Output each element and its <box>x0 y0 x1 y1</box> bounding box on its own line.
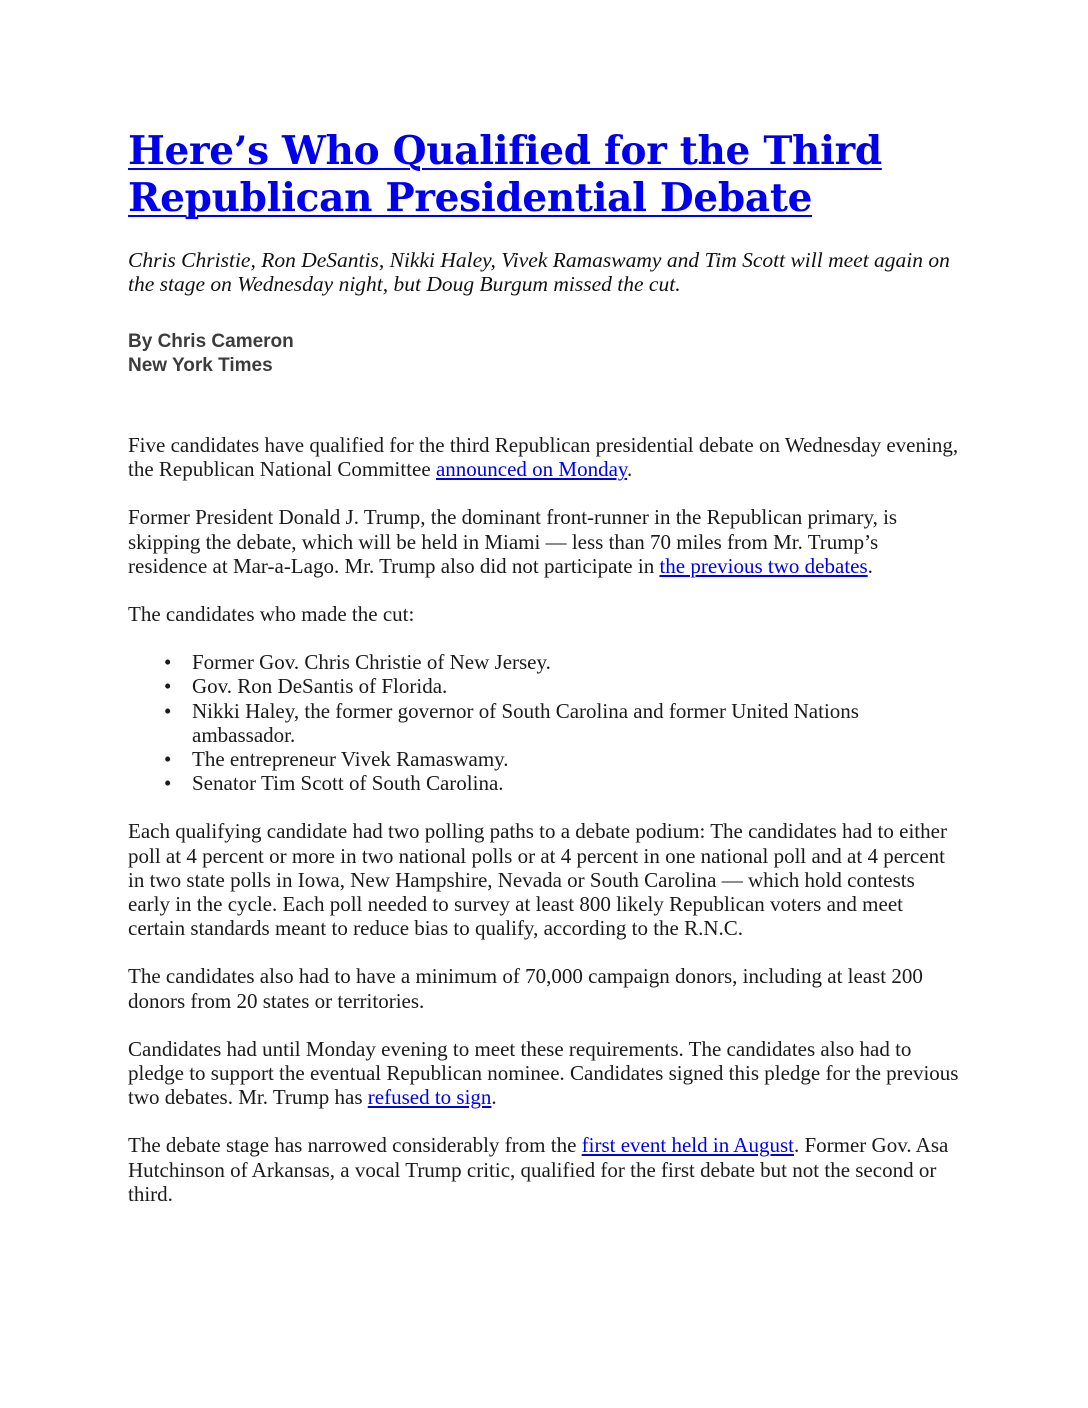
paragraph-2-text: Former President Donald J. Trump, the dominant front-runner in the Republican primary, is skipping the debate, which will be held in Miami — less than 70 miles from Mr. Trump’s residence at Mar-a-Lago. Mr. Trump also did not participate in <box>128 505 898 578</box>
list-item: • Senator Tim Scott of South Carolina. <box>192 771 960 795</box>
article-dek: Chris Christie, Ron DeSantis, Nikki Haley, Vivek Ramaswamy and Tim Scott will meet again on the stage on Wednesday night, but Doug Burgum missed the cut. <box>128 248 950 296</box>
paragraph-5: The candidates also had to have a minimum of 70,000 campaign donors, including at least 200 donors from 20 states or territories. <box>128 964 923 1013</box>
list-item: • Gov. Ron DeSantis of Florida. <box>192 674 960 698</box>
previous-two-debates-link[interactable]: the previous two debates <box>659 553 868 578</box>
refused-to-sign-link[interactable]: refused to sign <box>367 1085 492 1110</box>
paragraph-2 <box>128 505 960 578</box>
paragraph-3: The candidates who made the cut: <box>128 602 415 627</box>
article-headline <box>128 128 960 222</box>
list-item: • Nikki Haley, the former governor of South Carolina and former United Nations ambassador. <box>192 699 960 747</box>
article <box>128 128 960 1230</box>
paragraph-2-end: . <box>867 553 873 578</box>
list-item: • The entrepreneur Vivek Ramaswamy. <box>192 747 960 771</box>
paragraph-7-text: The debate stage has narrowed considerably from the <box>128 1133 582 1158</box>
headline-link[interactable]: Here’s Who Qualified for the Third Republican Presidential Debate <box>128 128 882 221</box>
first-event-link[interactable]: first event held in August <box>581 1133 794 1158</box>
paragraph-6-text: Candidates had until Monday evening to meet these requirements. The candidates also had to pledge to support the eventual Republican nominee. Candidates signed this pledge for the previous two debates. Mr. Trump has <box>128 1036 959 1110</box>
list-item: • Former Gov. Chris Christie of New Jersey. <box>192 650 960 674</box>
byline <box>128 330 960 378</box>
announced-on-monday-link[interactable]: announced on Monday <box>435 457 628 482</box>
byline-publication: New York Times <box>128 355 273 376</box>
paragraph-1-text: Five candidates have qualified for the third Republican presidential debate on Wednesday evening, the Republican National Committee <box>128 433 959 482</box>
article-body <box>128 433 960 1206</box>
paragraph-7 <box>128 1133 960 1206</box>
paragraph-7-end: . Former Gov. Asa Hutchinson of Arkansas, a vocal Trump critic, qualified for the first debate but not the second or third. <box>128 1133 949 1206</box>
paragraph-6 <box>128 1037 960 1110</box>
paragraph-4: Each qualifying candidate had two polling paths to a debate podium: The candidates had to either poll at 4 percent or more in two national polls or at 4 percent in one national poll and at 4 percent in two state polls in Iowa, New Hampshire, Nevada or South Carolina — which hold contests early in the cycle. Each poll needed to survey at least 800 likely Republican voters and meet certain standards meant to reduce bias to qualify, according to the R.N.C. <box>128 819 947 941</box>
paragraph-6-end: . <box>491 1085 497 1110</box>
candidate-list <box>128 650 960 795</box>
paragraph-1-end: . <box>627 457 633 482</box>
paragraph-1 <box>128 433 960 481</box>
byline-author: By Chris Cameron <box>128 331 294 352</box>
